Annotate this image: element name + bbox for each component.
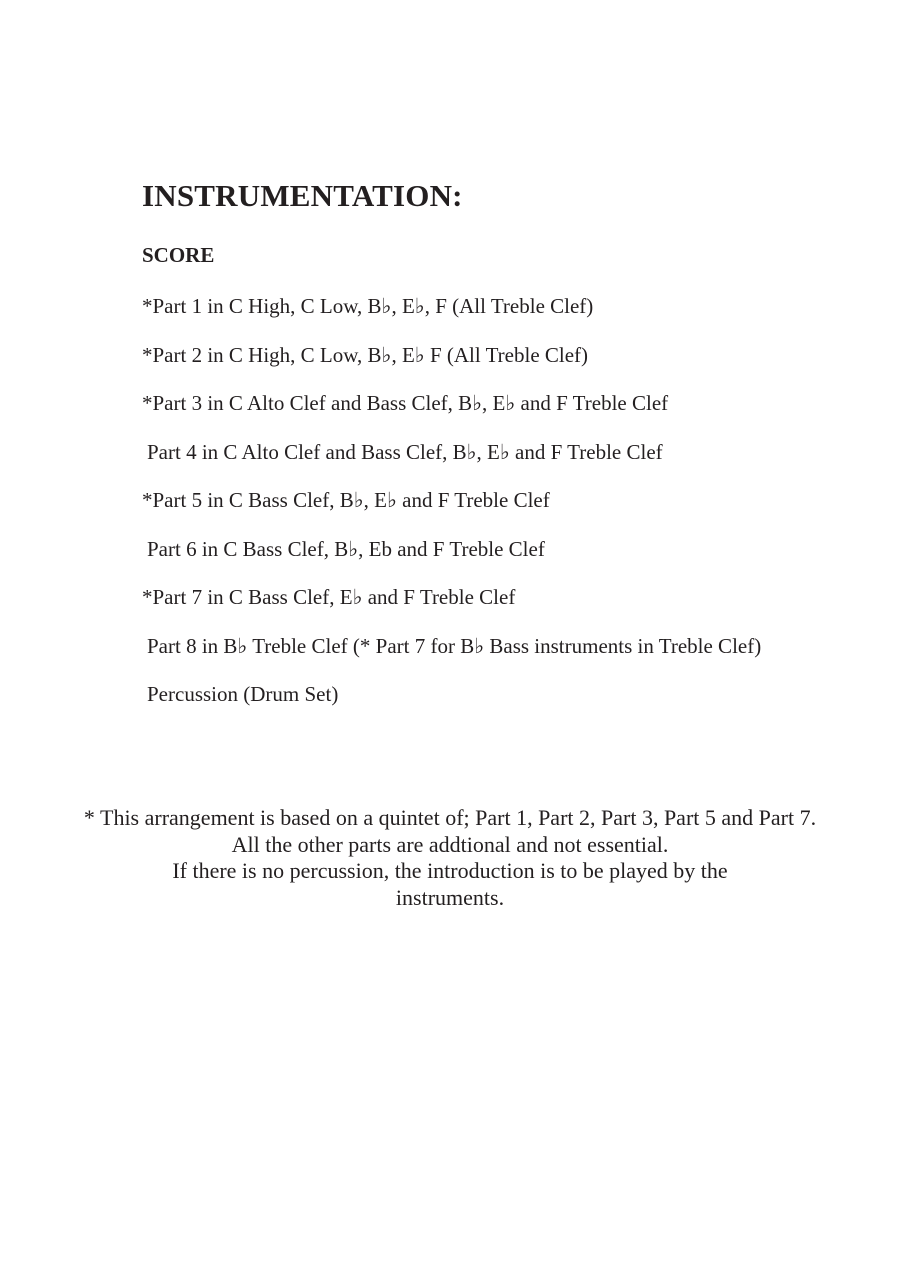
part-line-percussion: Percussion (Drum Set)	[147, 682, 339, 706]
part-line-4: Part 4 in C Alto Clef and Bass Clef, B♭, E♭ and F Treble Clef	[147, 439, 663, 464]
part-line-7: *Part 7 in C Bass Clef, E♭ and F Treble Clef	[142, 585, 516, 609]
part-line-2: *Part 2 in C High, C Low, B♭, E♭ F (All Treble Clef)	[142, 342, 589, 367]
part-line-6: Part 6 in C Bass Clef, B♭, Eb and F Treble Clef	[147, 536, 545, 561]
part-line-8: Part 8 in B♭ Treble Clef (* Part 7 for B♭ Bass instruments in Treble Clef)	[147, 633, 762, 658]
part-line-3: *Part 3 in C Alto Clef and Bass Clef, B♭, E♭ and F Treble Clef	[142, 391, 669, 415]
part-line-5: *Part 5 in C Bass Clef, B♭, E♭ and F Treble Clef	[142, 488, 550, 512]
score-label: SCORE	[142, 243, 215, 267]
note-line-3: If there is no percussion, the introduction is to be played by the	[172, 858, 728, 883]
note-line-2: All the other parts are addtional and not essential.	[231, 831, 669, 857]
note-line-1: * This arrangement is based on a quintet of; Part 1, Part 2, Part 3, Part 5 and Part 7.	[83, 805, 817, 830]
arrangement-note	[0, 805, 900, 911]
note-line-4: instruments.	[395, 884, 505, 910]
page-title: INSTRUMENTATION:	[142, 178, 463, 213]
parts-list	[142, 292, 761, 729]
part-line-1: *Part 1 in C High, C Low, B♭, E♭, F (All Treble Clef)	[142, 294, 594, 318]
